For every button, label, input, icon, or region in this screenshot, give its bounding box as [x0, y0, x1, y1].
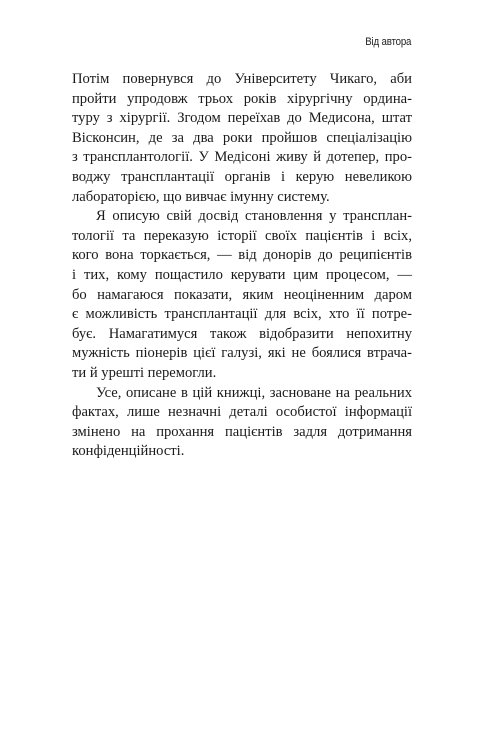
paragraph-3: [72, 384, 412, 462]
text-line: є можливість трансплантації для всіх, хто її потре-: [72, 306, 412, 323]
text-line: фактах, лише незначні деталі особистої інформації: [72, 404, 412, 421]
text-line: кого вона торкається, — від донорів до реципієнтів: [72, 247, 412, 264]
text-line: Я описую свій досвід становлення у трансплан-: [96, 208, 412, 225]
text-line: бо намагаюся показати, яким неоціненним даром: [72, 286, 412, 303]
text-line: тології та переказую історії своїх пацієнтів і всіх,: [72, 227, 412, 244]
text-line: ти й урешті перемогли.: [72, 364, 217, 381]
text-line: конфіденційності.: [72, 443, 185, 460]
text-line: Потім повернувся до Університету Чикаго, аби: [72, 71, 412, 87]
paragraph-1: [72, 70, 412, 207]
text-line: з трансплантології. У Медісоні живу й дотепер, про-: [72, 149, 412, 166]
text-line: лабораторією, що вивчає імунну систему.: [72, 188, 330, 205]
text-line: мужність піонерів цієї галузі, які не боялися втрача-: [72, 345, 412, 362]
text-line: і тих, кому пощастило керувати цим процесом, —: [72, 266, 412, 283]
running-header: Від автора: [365, 36, 411, 48]
text-line: воджу трансплантації органів і керую невеликою: [72, 168, 412, 185]
text-line: пройти упродовж трьох років хірургічну ордина-: [72, 90, 412, 107]
text-line: туру з хірургії. Згодом переїхав до Медисона, штат: [72, 110, 412, 127]
text-line: Вісконсин, де за два роки пройшов спеціалізацію: [72, 129, 412, 146]
text-line: змінено на прохання пацієнтів задля дотримання: [72, 423, 412, 440]
text-line: Усе, описане в цій книжці, засноване на реальних: [96, 384, 412, 401]
paragraph-2: [72, 207, 412, 383]
text-line: бує. Намагатимуся також відобразити непохитну: [72, 325, 412, 342]
body-text: [72, 70, 412, 462]
